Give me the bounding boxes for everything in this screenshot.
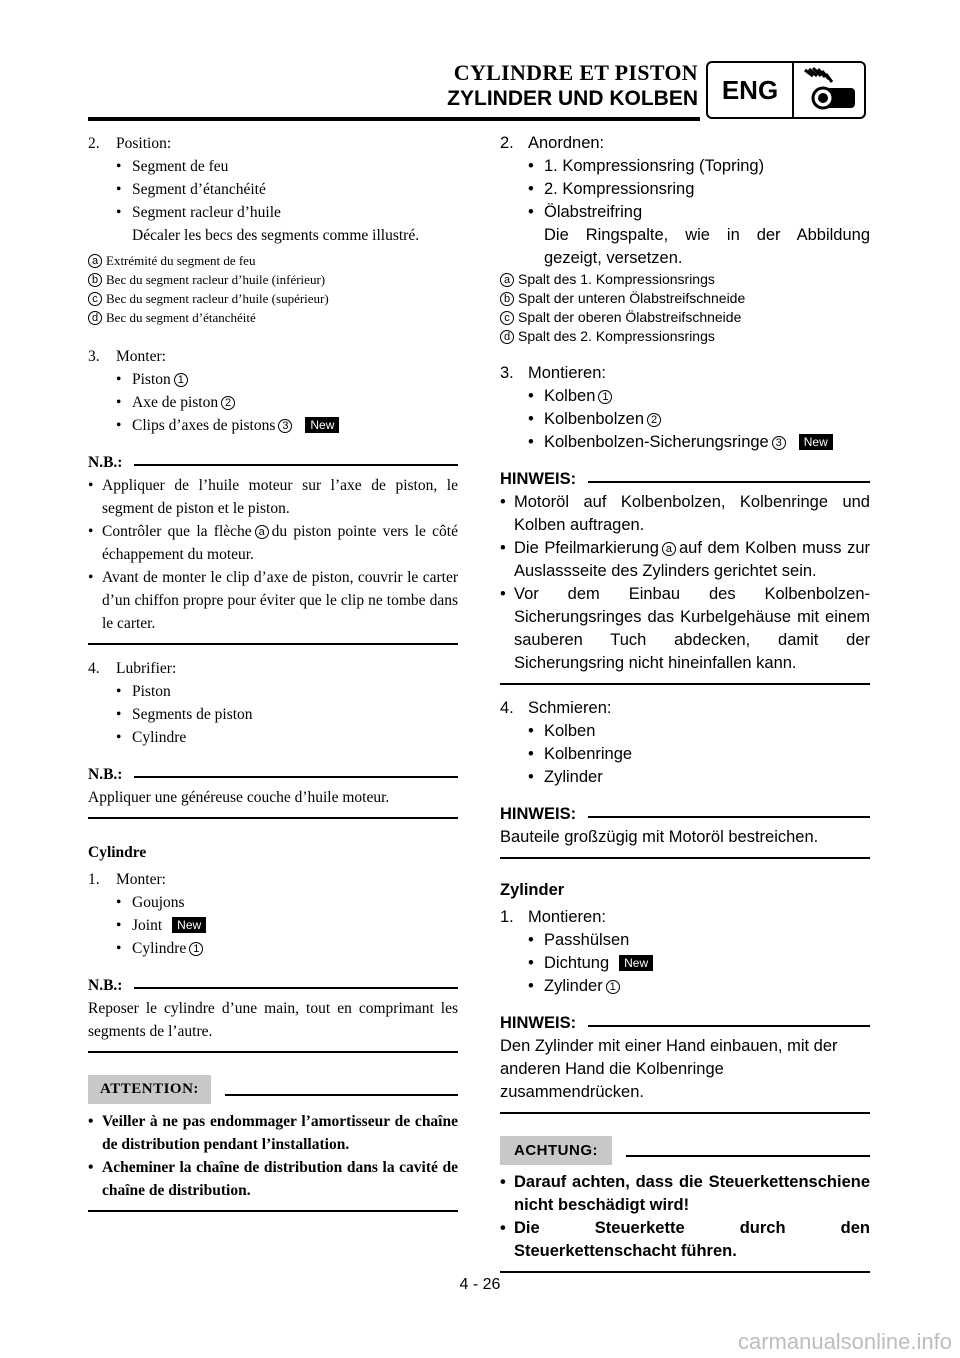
caution-label: ATTENTION:	[88, 1075, 211, 1104]
engine-tool-icon	[794, 63, 864, 117]
caution-bullet: • Acheminer la chaîne de distribution dans la cavité de chaîne de distribution.	[88, 1159, 458, 1199]
caution-bullet: • Veiller à ne pas endommager l’amortisseur de chaîne de distribution pendant l’installation.	[88, 1113, 458, 1153]
step-detail: Décaler les becs des segments comme illustré.	[132, 227, 420, 244]
fr-step-2	[88, 132, 458, 155]
list-item: • Kolbenringe	[528, 745, 633, 763]
note-bullet: • Appliquer de l’huile moteur sur l’axe de piston, le segment de piston et le piston.	[88, 477, 458, 517]
eng-label: ENG	[708, 63, 794, 117]
list-item: • 2. Kompressionsring	[528, 180, 695, 198]
page-title-fr: CYLINDRE ET PISTON	[453, 60, 698, 85]
fr-caution	[88, 1075, 458, 1212]
legend-item: d Spalt des 2. Kompressionsrings	[500, 327, 870, 346]
legend-item: b Spalt der unteren Ölabstreifschneide	[500, 289, 870, 308]
fr-note-1	[88, 451, 458, 645]
watermark: carmanualsonline.info	[737, 1329, 952, 1354]
fr-note-3: N.B.: Reposer le cylindre d’une main, tout en comprimant les segments de l’autre.	[88, 974, 458, 1053]
eng-section-badge	[706, 61, 866, 119]
new-badge: New	[172, 917, 206, 933]
list-item: • Clips d’axes de pistons 3 New	[88, 414, 458, 437]
list-item: • Kolbenbolzen-Sicherungsringe 3 New	[500, 431, 870, 454]
legend-item: c Spalt der oberen Ölabstreifschneide	[500, 308, 870, 327]
de-note-2: HINWEIS: Bauteile großzügig mit Motoröl bestreichen.	[500, 803, 870, 859]
new-badge: New	[799, 434, 833, 450]
note-bullet: • Motoröl auf Kolbenbolzen, Kolbenringe und Kolben auftragen.	[500, 493, 870, 534]
note-label: N.B.:	[88, 454, 123, 471]
header-rule	[88, 117, 700, 121]
note-bullet: • Vor dem Einbau des Kolbenbolzen-Sicherungsringes das Kurbelgehäuse mit einem sauberen Tuch abdecken, damit der Sicherungsring nicht hineinfallen kann.	[500, 585, 870, 672]
step-number: 2.	[88, 135, 100, 152]
list-item: • Passhülsen	[528, 931, 630, 949]
de-note-3: HINWEIS: Den Zylinder mit einer Hand einbauen, mit der anderen Hand die Kolbenringe zusammendrücken.	[500, 1012, 870, 1114]
list-item: • Cylindre	[116, 729, 187, 746]
fr-step-3: 3. Monter:	[88, 348, 166, 365]
section-title: Cylindre	[88, 844, 147, 861]
list-item: • Dichtung New	[500, 952, 870, 975]
french-column	[88, 128, 458, 1212]
list-item: • Segments de piston	[116, 706, 253, 723]
german-column	[500, 128, 870, 1273]
note-bullet: • Die Pfeilmarkierung a auf dem Kolben muss zur Auslassseite des Zylinders gerichtet sein.	[500, 539, 870, 580]
de-step-2: 2. Anordnen:	[500, 134, 605, 152]
note-bullet: • Avant de monter le clip d’axe de piston, couvrir le carter d’un chiffon propre pour éviter que le clip ne tombe dans le carter.	[88, 569, 458, 632]
list-item: • 1. Kompressionsring (Topring)	[528, 157, 765, 175]
page-title-de: ZYLINDER UND KOLBEN	[447, 87, 698, 110]
list-item: • Axe de piston 2	[88, 391, 458, 414]
legend-item: b Bec du segment racleur d’huile (inférieur)	[88, 270, 458, 289]
new-badge: New	[619, 955, 653, 971]
list-item: • Goujons	[116, 894, 185, 911]
list-item: • Zylinder	[528, 768, 603, 786]
list-item: • Segment de feu	[116, 158, 229, 175]
de-note-1: HINWEIS: • Motoröl auf Kolbenbolzen, Kolbenringe und Kolben auftragen. • Die Pfeilmarkierung a auf dem Kolben muss zur Auslassseite des Zylinders gerichtet sein. • Vor dem Einbau des Kolbenbolzen-Sicherungsringes das Kurbelgehäuse mit einem sauberen Tuch abdecken, damit der Sicherungsring nicht hineinfallen kann.	[500, 468, 870, 685]
list-item: • Kolbenbolzen 2	[500, 408, 870, 431]
section-title: Zylinder	[500, 881, 565, 899]
list-item: • Piston	[116, 683, 171, 700]
list-item: • Segment racleur d’huile	[116, 204, 281, 221]
list-item: • Cylindre 1	[88, 937, 458, 960]
fr-cyl-step-1: 1. Monter:	[88, 871, 166, 888]
caution-label: ACHTUNG:	[500, 1136, 612, 1165]
list-item: • Joint New	[88, 914, 458, 937]
list-item: • Ölabstreifring	[528, 203, 643, 221]
new-badge: New	[305, 417, 339, 433]
de-step-3: 3. Montieren:	[500, 364, 606, 382]
caution-bullet: • Die Steuerkette durch den Steuerkettenschacht führen.	[500, 1219, 870, 1260]
step-title: Position:	[116, 135, 172, 152]
de-cyl-step-1: 1. Montieren:	[500, 908, 606, 926]
list-item: • Zylinder 1	[500, 975, 870, 998]
legend-item: a Spalt des 1. Kompressionsrings	[500, 270, 870, 289]
note-bullet: • Contrôler que la flèche a du piston pointe vers le côté échappement du moteur.	[88, 523, 458, 563]
legend-item: d Bec du segment d’étanchéité	[88, 308, 458, 327]
list-item: • Piston 1	[88, 368, 458, 391]
fr-step-4: 4. Lubrifier:	[88, 660, 177, 677]
step-detail: Die Ringspalte, wie in der Abbildung gezeigt, versetzen.	[544, 226, 870, 267]
list-item: • Kolben	[528, 722, 596, 740]
fr-note-2: N.B.: Appliquer une généreuse couche d’huile moteur.	[88, 763, 458, 819]
caution-bullet: • Darauf achten, dass die Steuerkettenschiene nicht beschädigt wird!	[500, 1173, 870, 1214]
list-item: • Segment d’étanchéité	[116, 181, 266, 198]
de-step-4: 4. Schmieren:	[500, 699, 612, 717]
de-caution	[500, 1136, 870, 1273]
legend-item: c Bec du segment racleur d’huile (supérieur)	[88, 289, 458, 308]
list-item: • Kolben 1	[500, 385, 870, 408]
legend-item: a Extrémité du segment de feu	[88, 251, 458, 270]
page-number: 4 - 26	[459, 1276, 501, 1293]
